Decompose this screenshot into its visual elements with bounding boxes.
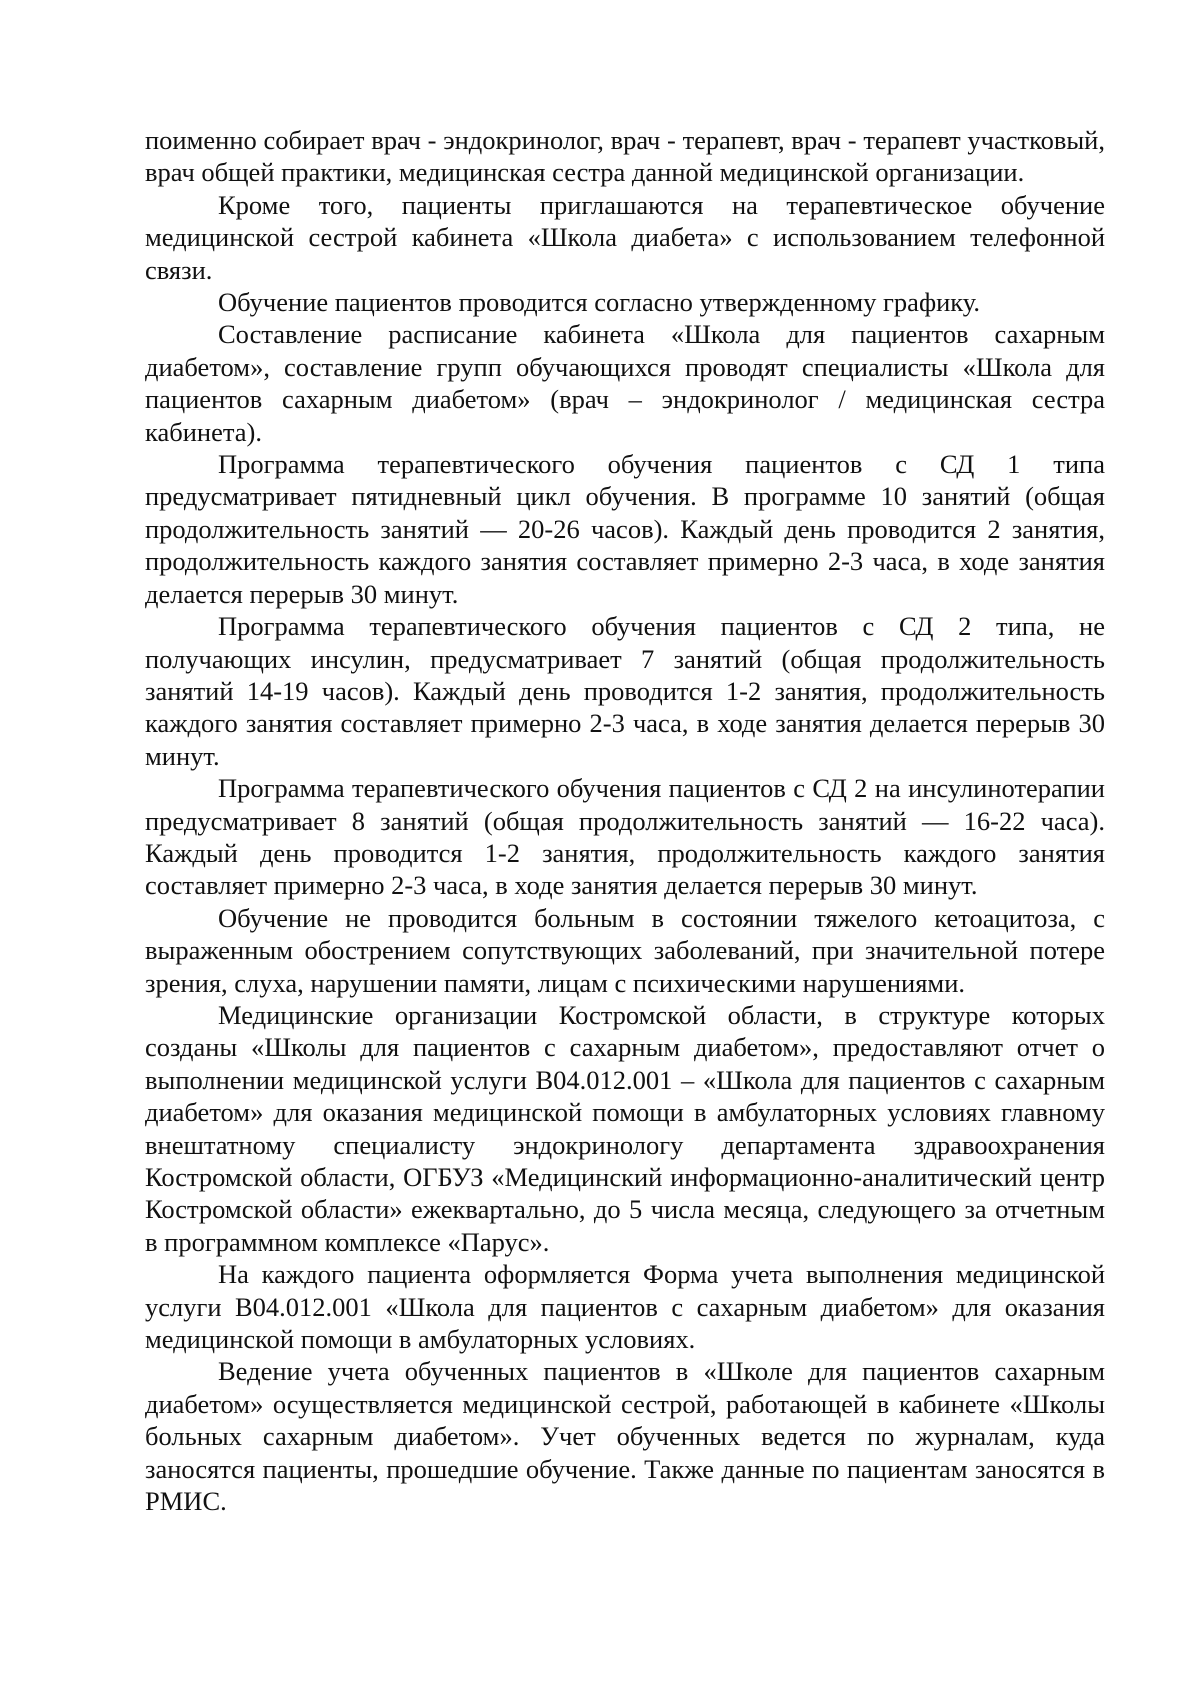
paragraph-contraindications: Обучение не проводится больным в состоянии тяжелого кетоацитоза, с выраженным обострением сопутствующих заболеваний, при значительной потере зрения, слуха, нарушении памяти, лицам с психическими нарушениями.: [145, 902, 1105, 998]
paragraph-registration-form: На каждого пациента оформляется Форма учета выполнения медицинской услуги В04.012.001 «Школа для пациентов с сахарным диабетом» для оказания медицинской помощи в амбулаторных условиях.: [145, 1259, 1105, 1355]
paragraph-phone-invitation: Кроме того, пациенты приглашаются на терапевтическое обучение медицинской сестрой кабинета «Школа диабета» с использованием телефонной связи.: [145, 189, 1105, 285]
paragraph-reporting: Медицинские организации Костромской области, в структуре которых созданы «Школы для пациентов с сахарным диабетом», предоставляют отчет о выполнении медицинской услуги В04.012.001 – «Школа для пациентов с сахарным диабетом» для оказания медицинской помощи в амбулаторных условиях главному внештатному специалисту эндокринологу департамента здравоохранения Костромской области, ОГБУЗ «Медицинский информационно-аналитический центр Костромской области» ежеквартально, до 5 числа месяца, следующего за отчетным в программном комплексе «Парус».: [145, 999, 1105, 1257]
document-page: [145, 124, 1105, 1517]
paragraph-continuation: поименно собирает врач - эндокринолог, врач - терапевт, врач - терапевт участковый, врач общей практики, медицинская сестра данной медицинской организации.: [145, 125, 1105, 188]
paragraph-program-type2-no-insulin: Программа терапевтического обучения пациентов с СД 2 типа, не получающих инсулин, предусматривает 7 занятий (общая продолжительность занятий 14-19 часов). Каждый день проводится 1-2 занятия, продолжительность каждого занятия составляет примерно 2-3 часа, в ходе занятия делается перерыв 30 минут.: [145, 611, 1105, 771]
paragraph-program-type2-insulin: Программа терапевтического обучения пациентов с СД 2 на инсулинотерапии предусматривает 8 занятий (общая продолжительность занятий — 16-22 часа). Каждый день проводится 1-2 занятия, продолжительность каждого занятия составляет примерно 2-3 часа, в ходе занятия делается перерыв 30 минут.: [145, 773, 1105, 901]
paragraph-schedule: Обучение пациентов проводится согласно утвержденному графику.: [218, 287, 981, 318]
paragraph-record-keeping: Ведение учета обученных пациентов в «Школе для пациентов сахарным диабетом» осуществляется медицинской сестрой, работающей в кабинете «Школы больных сахарным диабетом». Учет обученных ведется по журналам, куда заносятся пациенты, прошедшие обучение. Также данные по пациентам заносятся в РМИС.: [145, 1356, 1105, 1517]
paragraph-timetable-groups: Составление расписание кабинета «Школа для пациентов сахарным диабетом», составление групп обучающихся проводят специалисты «Школа для пациентов сахарным диабетом» (врач – эндокринолог / медицинская сестра кабинета).: [145, 319, 1105, 447]
paragraph-program-type1: Программа терапевтического обучения пациентов с СД 1 типа предусматривает пятидневный цикл обучения. В программе 10 занятий (общая продолжительность занятий — 20-26 часов). Каждый день проводится 2 занятия, продолжительность каждого занятия составляет примерно 2-3 часа, в ходе занятия делается перерыв 30 минут.: [145, 449, 1105, 609]
